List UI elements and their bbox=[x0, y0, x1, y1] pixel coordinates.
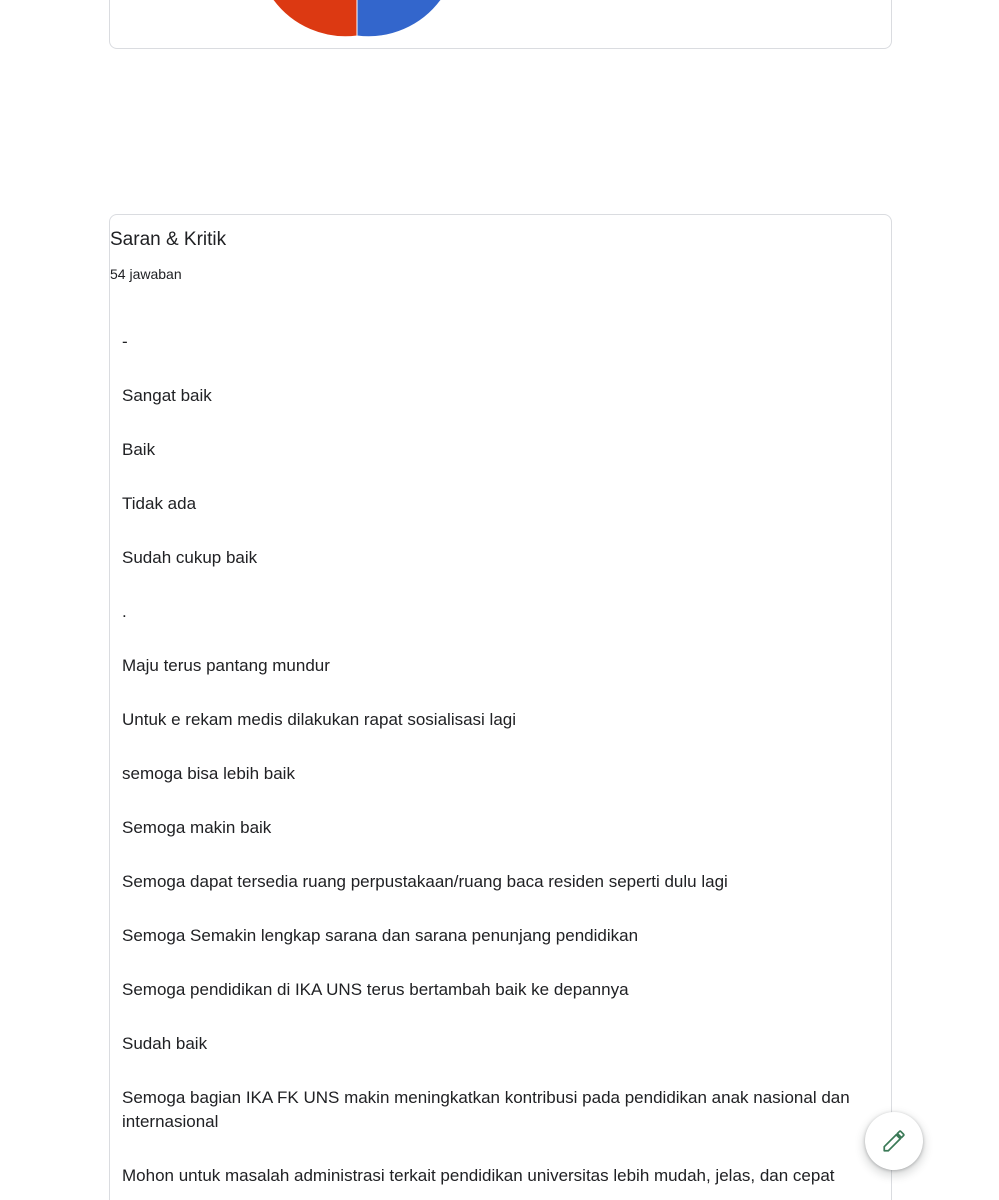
response-item: Sudah cukup baik bbox=[122, 548, 258, 567]
response-item: Semoga bagian IKA FK UNS makin meningkatkan kontribusi pada pendidikan anak nasional dan internasional bbox=[122, 1088, 850, 1131]
response-item: Tidak ada bbox=[122, 494, 197, 513]
edit-button[interactable] bbox=[865, 1112, 923, 1170]
response-item: Semoga pendidikan di IKA UNS terus bertambah baik ke depannya bbox=[122, 980, 629, 999]
response-list bbox=[122, 330, 862, 1200]
question-title: Saran & Kritik bbox=[110, 229, 227, 250]
response-item: Mohon untuk masalah administrasi terkait pendidikan universitas lebih mudah, jelas, dan cepat bbox=[122, 1166, 835, 1185]
response-item: Sudah baik bbox=[122, 1034, 208, 1053]
response-item: Sangat baik bbox=[122, 386, 212, 405]
pencil-icon bbox=[881, 1128, 907, 1154]
response-item: Semoga Semakin lengkap sarana dan sarana penunjang pendidikan bbox=[122, 926, 639, 945]
response-item: Semoga dapat tersedia ruang perpustakaan/ruang baca residen seperti dulu lagi bbox=[122, 872, 728, 891]
response-count: 54 jawaban bbox=[110, 266, 182, 282]
responses-card bbox=[109, 214, 892, 1200]
response-item: - bbox=[122, 332, 128, 351]
response-item: Baik bbox=[122, 440, 156, 459]
pie-chart bbox=[110, 0, 891, 48]
response-item: Maju terus pantang mundur bbox=[122, 656, 330, 675]
pie-chart-svg bbox=[110, 0, 891, 48]
response-item: Untuk e rekam medis dilakukan rapat sosialisasi lagi bbox=[122, 710, 517, 729]
response-item: Semoga makin baik bbox=[122, 818, 272, 837]
pie-slice-blue[interactable] bbox=[357, 0, 441, 37]
chart-card bbox=[109, 0, 892, 49]
response-item: . bbox=[122, 602, 127, 621]
response-item: semoga bisa lebih baik bbox=[122, 764, 295, 783]
pie-slice-red[interactable] bbox=[273, 0, 357, 37]
